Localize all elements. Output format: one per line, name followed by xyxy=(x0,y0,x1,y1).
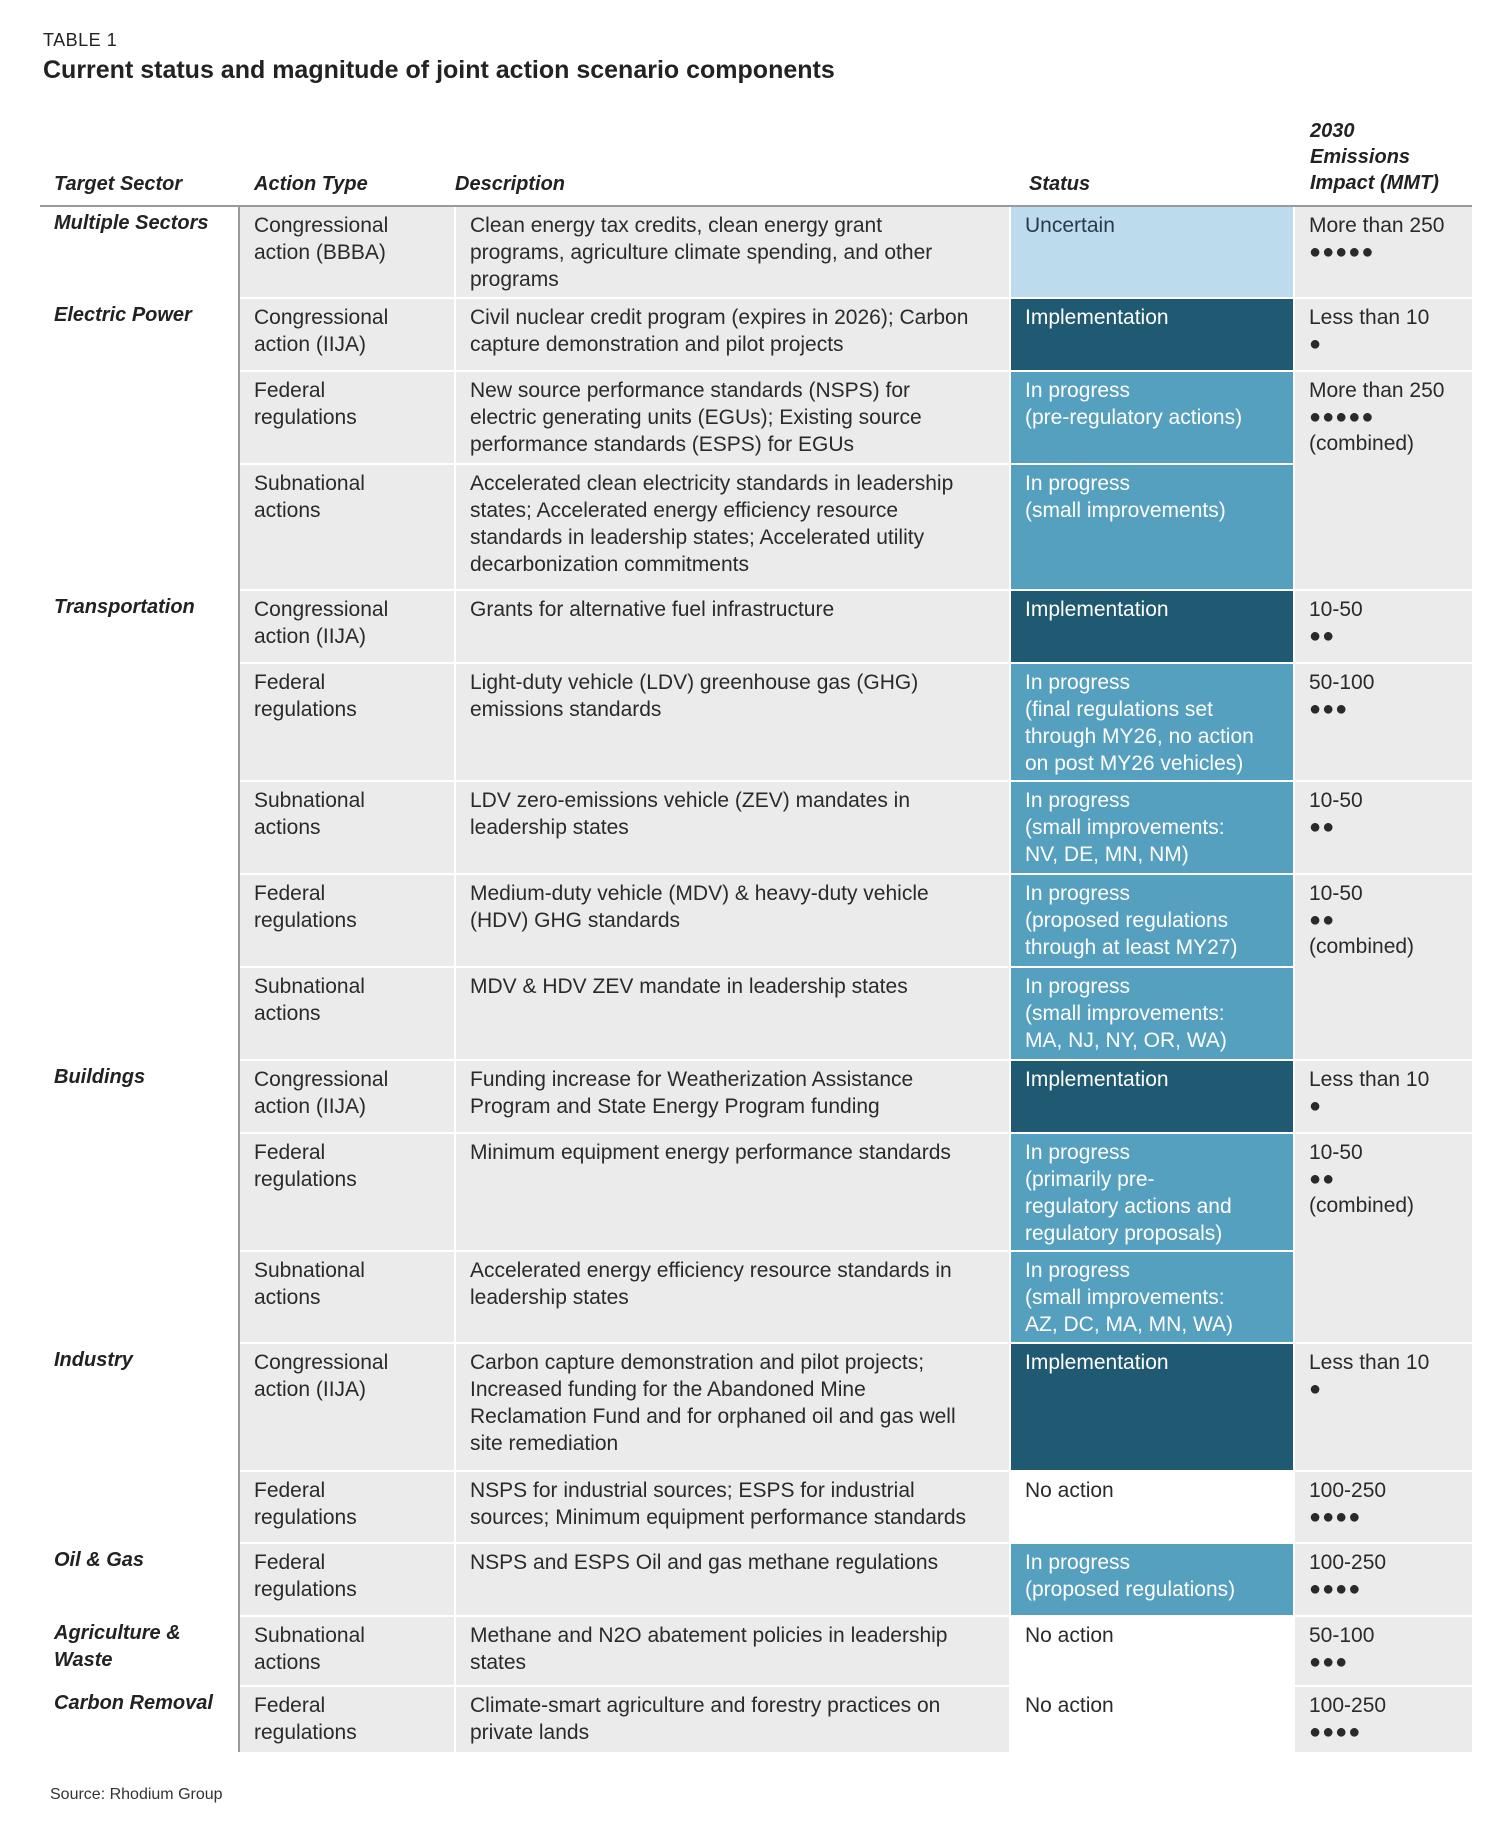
action-type-cell: Federal regulations xyxy=(240,875,454,966)
impact-range: Less than 10 xyxy=(1309,306,1430,329)
impact-cell xyxy=(1295,1061,1472,1132)
impact-dots: ●●● xyxy=(1309,698,1349,720)
action-type-cell: Congressional action (BBBA) xyxy=(240,207,454,297)
description-cell: Medium-duty vehicle (MDV) & heavy-duty vehicle (HDV) GHG standards xyxy=(456,875,1009,966)
impact-dots: ●● xyxy=(1309,909,1336,931)
impact-range: 100-250 xyxy=(1309,1551,1387,1574)
description-cell: Civil nuclear credit program (expires in 2026); Carbon capture demonstration and pilot projects xyxy=(456,299,1009,370)
description-cell: Accelerated clean electricity standards in leadership states; Accelerated energy efficiency resource standards in leadership states; Accelerated utility decarbonization commitments xyxy=(456,465,1009,589)
impact-dots: ● xyxy=(1309,1095,1323,1117)
description-cell: Clean energy tax credits, clean energy grant programs, agriculture climate spending, and other programs xyxy=(456,207,1009,297)
action-type-cell: Federal regulations xyxy=(240,664,454,780)
status-cell: Implementation xyxy=(1011,591,1293,662)
impact-cell xyxy=(1295,1344,1472,1470)
impact-note: (combined) xyxy=(1309,432,1415,455)
status-cell: No action xyxy=(1011,1687,1293,1752)
sector-label-agriculture-waste: Agriculture & Waste xyxy=(54,1622,181,1671)
impact-range: 10-50 xyxy=(1309,882,1363,905)
sector-label-buildings: Buildings xyxy=(54,1066,146,1088)
impact-range: Less than 10 xyxy=(1309,1068,1430,1091)
sector-label-multiple-sectors: Multiple Sectors xyxy=(54,212,209,234)
header-status: Status xyxy=(1029,173,1091,195)
action-type-cell: Federal regulations xyxy=(240,1544,454,1615)
impact-dots: ● xyxy=(1309,333,1323,355)
impact-range: 50-100 xyxy=(1309,671,1375,694)
impact-dots: ●●●● xyxy=(1309,1721,1362,1743)
sector-label-electric-power: Electric Power xyxy=(54,304,192,326)
impact-cell xyxy=(1295,1687,1472,1752)
impact-range: 10-50 xyxy=(1309,1141,1363,1164)
status-cell: In progress (primarily pre- regulatory actions and regulatory proposals) xyxy=(1011,1134,1293,1250)
description-cell: NSPS for industrial sources; ESPS for industrial sources; Minimum equipment performance standards xyxy=(456,1472,1009,1542)
action-type-cell: Congressional action (IIJA) xyxy=(240,1061,454,1132)
impact-dots: ●●●●● xyxy=(1309,241,1375,263)
header-target-sector: Target Sector xyxy=(54,173,183,195)
status-cell: In progress (small improvements) xyxy=(1011,465,1293,589)
status-cell: In progress (final regulations set through MY26, no action on post MY26 vehicles) xyxy=(1011,664,1293,780)
impact-range: More than 250 xyxy=(1309,214,1445,237)
impact-cell xyxy=(1295,1134,1472,1342)
sector-label-carbon-removal: Carbon Removal xyxy=(54,1692,213,1714)
impact-note: (combined) xyxy=(1309,1194,1415,1217)
table-title: Current status and magnitude of joint action scenario components xyxy=(43,56,835,84)
header-description: Description xyxy=(455,173,566,195)
status-cell: Implementation xyxy=(1011,299,1293,370)
impact-range: 50-100 xyxy=(1309,1624,1375,1647)
impact-cell xyxy=(1295,664,1472,780)
header-emissions-impact: 2030 Emissions Impact (MMT) xyxy=(1310,120,1439,194)
status-cell: In progress (proposed regulations) xyxy=(1011,1544,1293,1615)
status-cell: In progress (small improvements: MA, NJ, NY, OR, WA) xyxy=(1011,968,1293,1059)
status-cell: In progress (proposed regulations through at least MY27) xyxy=(1011,875,1293,966)
status-cell: No action xyxy=(1011,1472,1293,1542)
impact-range: 10-50 xyxy=(1309,598,1363,621)
action-type-cell: Federal regulations xyxy=(240,1687,454,1752)
impact-dots: ●● xyxy=(1309,625,1336,647)
impact-range: 10-50 xyxy=(1309,789,1363,812)
action-type-cell: Congressional action (IIJA) xyxy=(240,1344,454,1470)
action-type-cell: Subnational actions xyxy=(240,968,454,1059)
action-type-cell: Subnational actions xyxy=(240,1252,454,1342)
impact-dots: ●● xyxy=(1309,1168,1336,1190)
impact-cell xyxy=(1295,1617,1472,1685)
action-type-cell: Subnational actions xyxy=(240,782,454,873)
impact-cell xyxy=(1295,1472,1472,1542)
status-cell: Uncertain xyxy=(1011,207,1293,297)
impact-range: 100-250 xyxy=(1309,1479,1387,1502)
impact-dots: ● xyxy=(1309,1378,1323,1400)
status-cell: In progress (small improvements: NV, DE, MN, NM) xyxy=(1011,782,1293,873)
description-cell: Funding increase for Weatherization Assistance Program and State Energy Program funding xyxy=(456,1061,1009,1132)
impact-range: 100-250 xyxy=(1309,1694,1387,1717)
impact-dots: ●●●● xyxy=(1309,1506,1362,1528)
action-type-cell: Congressional action (IIJA) xyxy=(240,591,454,662)
impact-cell xyxy=(1295,782,1472,873)
description-cell: Minimum equipment energy performance standards xyxy=(456,1134,1009,1250)
description-cell: NSPS and ESPS Oil and gas methane regulations xyxy=(456,1544,1009,1615)
description-cell: LDV zero-emissions vehicle (ZEV) mandates in leadership states xyxy=(456,782,1009,873)
impact-range: More than 250 xyxy=(1309,379,1445,402)
header-action-type: Action Type xyxy=(254,173,368,195)
status-cell: In progress (pre-regulatory actions) xyxy=(1011,372,1293,463)
source-note: Source: Rhodium Group xyxy=(50,1786,223,1803)
impact-dots: ●●●●● xyxy=(1309,406,1375,428)
impact-range: Less than 10 xyxy=(1309,1351,1430,1374)
sector-label-oil-gas: Oil & Gas xyxy=(54,1549,145,1571)
impact-cell xyxy=(1295,1544,1472,1615)
action-type-cell: Federal regulations xyxy=(240,372,454,463)
description-cell: New source performance standards (NSPS) for electric generating units (EGUs); Existing source performance standards (ESPS) for EGUs xyxy=(456,372,1009,463)
description-cell: Climate-smart agriculture and forestry practices on private lands xyxy=(456,1687,1009,1752)
status-cell: Implementation xyxy=(1011,1061,1293,1132)
impact-cell xyxy=(1295,591,1472,662)
action-type-cell: Congressional action (IIJA) xyxy=(240,299,454,370)
action-type-cell: Subnational actions xyxy=(240,1617,454,1685)
impact-cell xyxy=(1295,372,1472,589)
impact-cell xyxy=(1295,875,1472,1059)
action-type-cell: Federal regulations xyxy=(240,1134,454,1250)
description-cell: Light-duty vehicle (LDV) greenhouse gas (GHG) emissions standards xyxy=(456,664,1009,780)
status-cell: No action xyxy=(1011,1617,1293,1685)
sector-label-industry: Industry xyxy=(54,1349,133,1371)
impact-cell xyxy=(1295,207,1472,297)
impact-dots: ●●●● xyxy=(1309,1578,1362,1600)
impact-dots: ●●● xyxy=(1309,1651,1349,1673)
description-cell: Accelerated energy efficiency resource standards in leadership states xyxy=(456,1252,1009,1342)
status-cell: In progress (small improvements: AZ, DC, MA, MN, WA) xyxy=(1011,1252,1293,1342)
impact-cell xyxy=(1295,299,1472,370)
impact-dots: ●● xyxy=(1309,816,1336,838)
table-label: TABLE 1 xyxy=(43,30,118,50)
description-cell: MDV & HDV ZEV mandate in leadership states xyxy=(456,968,1009,1059)
description-cell: Grants for alternative fuel infrastructure xyxy=(456,591,1009,662)
description-cell: Methane and N2O abatement policies in leadership states xyxy=(456,1617,1009,1685)
action-type-cell: Subnational actions xyxy=(240,465,454,589)
description-cell: Carbon capture demonstration and pilot projects; Increased funding for the Abandoned Mine Reclamation Fund and for orphaned oil and gas well site remediation xyxy=(456,1344,1009,1470)
status-cell: Implementation xyxy=(1011,1344,1293,1470)
action-type-cell: Federal regulations xyxy=(240,1472,454,1542)
impact-note: (combined) xyxy=(1309,935,1415,958)
sector-label-transportation: Transportation xyxy=(54,596,195,618)
